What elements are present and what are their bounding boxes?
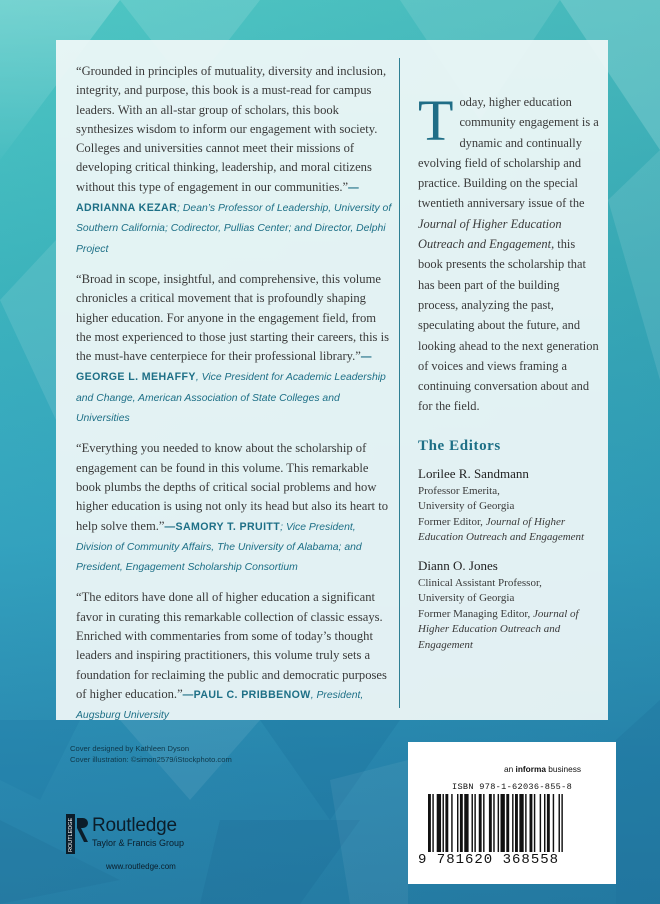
cover-illustration-credit: Cover illustration: ©simon2579/iStockphoto.com: [70, 754, 232, 764]
endorsement-1: [76, 62, 392, 259]
informa-brand: informa: [515, 764, 546, 774]
editors-heading: The Editors: [418, 438, 501, 454]
barcode-bar: [445, 794, 448, 852]
barcode-bar: [519, 794, 523, 852]
cover-designer: Cover designed by Kathleen Dyson: [70, 744, 190, 753]
barcode-bar: [540, 794, 541, 852]
book-description: [418, 88, 600, 417]
quote-author: —PAUL C. PRIBBENOW: [182, 688, 311, 701]
publisher-name: Routledge: [92, 815, 177, 836]
barcode-bar: [501, 794, 505, 852]
editor-affiliation: University of Georgia: [418, 592, 515, 604]
barcode-bar: [547, 794, 550, 852]
editor-2: [418, 558, 600, 653]
description-part-2: , this book presents the scholarship that has been part of the building process, analyzing the past, speculating about the future, and looking ahead to the next generation of voices and views framing a continuing conversation about and for the field.: [418, 237, 599, 414]
endorsements: [76, 62, 392, 737]
journal-title: Journal of Higher Education Outreach and Engagement: [418, 216, 562, 252]
barcode-bar: [472, 794, 473, 852]
quote-author: —GEORGE L. MEHAFFY: [76, 351, 372, 384]
barcode-bar: [493, 794, 494, 852]
quote-author-role: ; Dean’s Professor of Leadership, University of Southern California; Codirector, Pullias Center; and Director, Delphi Project: [76, 203, 392, 255]
description-part-1: oday, higher education community engagement is a dynamic and continually evolving field of scholarship and practice. Building on the special twentieth anniversary issue of the: [418, 95, 599, 211]
quote-author-role: , Vice President for Academic Leadership and Change, American Association of State Colleges and Universities: [76, 372, 386, 425]
barcode-bar: [479, 794, 482, 852]
quote-text: “Broad in scope, insightful, and comprehensive, this volume chronicles a critical movement that is profoundly shaping higher education. For anyone in the engagement field, from the most experienced to those just starting their careers, this is the must-have centerpiece for their professional library.”: [76, 271, 390, 364]
barcode-bar: [464, 794, 468, 852]
endorsement-3: [76, 439, 392, 577]
barcode-bar: [534, 794, 535, 852]
barcode-bar: [432, 794, 433, 852]
editor-name: Lorilee R. Sandmann: [418, 466, 529, 481]
endorsement-2: [76, 270, 392, 428]
barcode-bar: [530, 794, 533, 852]
column-divider: [399, 58, 400, 708]
barcode-bar: [457, 794, 458, 852]
barcode-bar: [460, 794, 463, 852]
editor-role-prefix: Former Managing Editor,: [418, 607, 534, 620]
quote-author: —SAMORY T. PRUITT: [164, 520, 281, 533]
editor-role: [418, 515, 600, 546]
editor-role-prefix: Former Editor,: [418, 515, 486, 528]
drop-cap: T: [418, 88, 454, 153]
barcode-bar: [489, 794, 492, 852]
cover-credits: [70, 744, 232, 765]
barcode-bar: [515, 794, 518, 852]
barcode-bar: [525, 794, 526, 852]
editor-name: Diann O. Jones: [418, 558, 498, 573]
publisher-logo: [92, 815, 184, 848]
endorsement-4: [76, 588, 392, 725]
quote-author: —ADRIANNA KEZAR: [76, 181, 360, 215]
editor-role-journal: Journal of Higher Education Outreach and Engagement: [418, 515, 585, 543]
barcode-bar: [451, 794, 452, 852]
editor-title: Professor Emerita,: [418, 484, 500, 497]
ean-number: 9 781620 368558: [418, 852, 560, 868]
editor-1: [418, 466, 600, 546]
barcode-bar: [498, 794, 499, 852]
isbn-text: ISBN 978-1-62036-855-8: [452, 782, 573, 792]
quote-author-role: ; Vice President, Division of Community Affairs, The University of Alabama; and President, Engagement Scholarship Consortium: [76, 521, 362, 574]
logo-vertical-text: ROUTLEDGE: [68, 817, 75, 852]
informa-prefix: an: [504, 764, 516, 774]
barcode-bar: [553, 794, 554, 852]
editor-role: [418, 607, 600, 654]
barcode-bar: [443, 794, 444, 852]
barcode-bar: [506, 794, 509, 852]
quote-text: “Everything you needed to know about the scholarship of engagement can be found in this volume. This remarkable book plumbs the depths of critical social problems and how higher education is using not only its head but also its heart to help solve them.”: [76, 441, 388, 533]
editor-role-journal: Journal of Higher Education Outreach and Engagement: [418, 607, 579, 651]
publisher-website: www.routledge.com: [106, 862, 176, 871]
editor-title: Clinical Assistant Professor,: [418, 576, 542, 589]
barcode-bar: [559, 794, 560, 852]
barcode: [426, 794, 602, 852]
barcode-bar: [544, 794, 545, 852]
barcode-bar: [483, 794, 484, 852]
routledge-logo-icon: [66, 814, 88, 854]
editor-affiliation: University of Georgia: [418, 500, 515, 512]
barcode-bar: [474, 794, 475, 852]
quote-author-role: , President, Augsburg University: [76, 689, 364, 722]
informa-label: [504, 764, 581, 774]
quote-text: “Grounded in principles of mutuality, diversity and inclusion, integrity, and purpose, this book is a must-read for campus leaders. With an all-star group of scholars, this book synthesizes wisdom to inform our engagement with society. Colleges and universities cannot meet their missions of developing critical thinking, leadership, and moral citizens without this type of engagement in our communities.”: [76, 64, 387, 194]
barcode-bar: [437, 794, 441, 852]
quote-text: “The editors have done all of higher education a significant favor in curating this remarkable collection of classic essays. Enriched with commentaries from some of today’s thought leaders and inspiring practitioners, this volume truly sets a foundation for reclaiming the public and democratic purposes of higher education.”: [76, 590, 387, 701]
barcode-bar: [512, 794, 513, 852]
barcode-bar: [428, 794, 431, 852]
publisher-group: Taylor & Francis Group: [92, 838, 185, 848]
informa-suffix: business: [545, 764, 582, 774]
barcode-bar: [561, 794, 562, 852]
